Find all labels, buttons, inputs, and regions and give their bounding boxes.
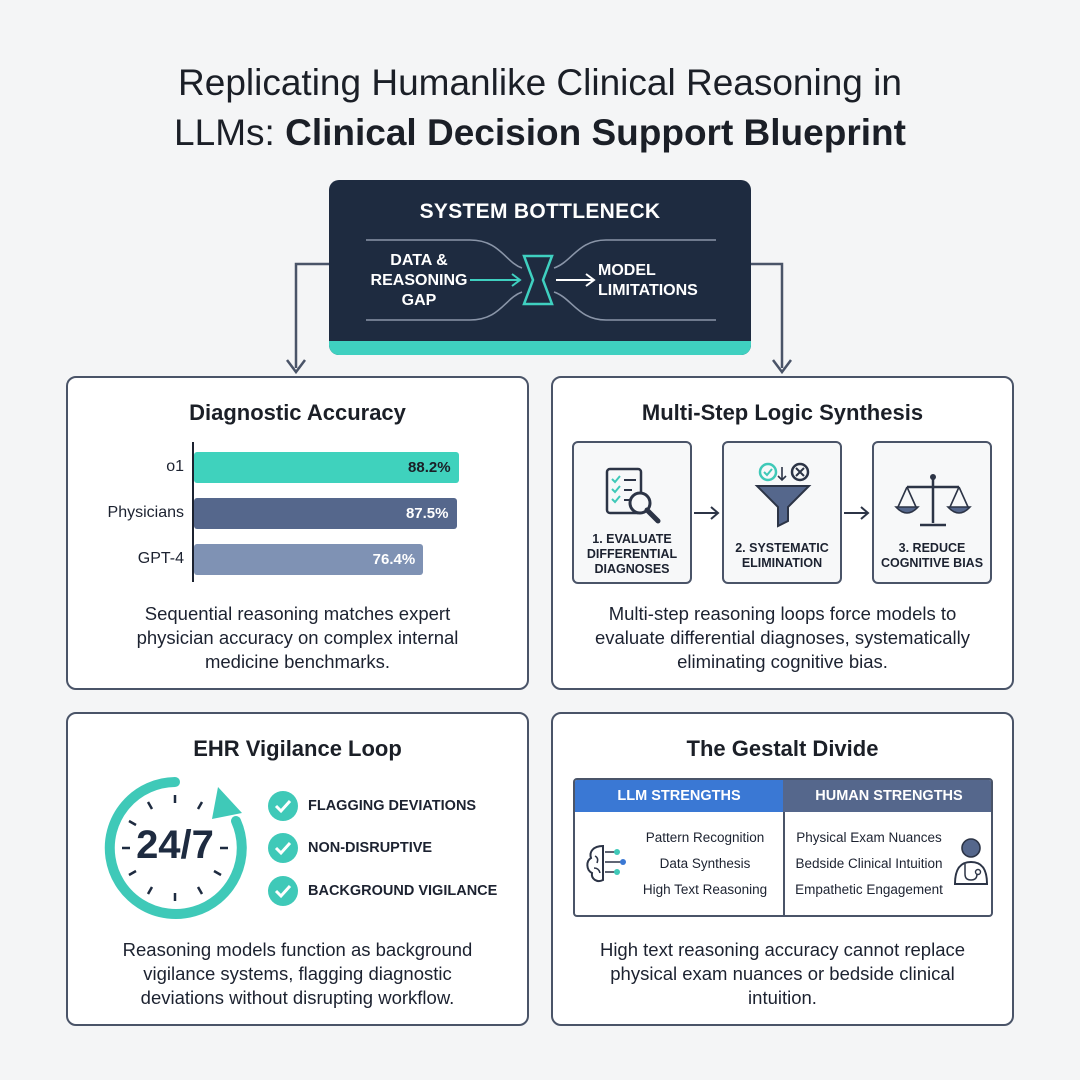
human-strength-item: Bedside Clinical Intuition [795,856,943,871]
bottleneck-left-label [368,251,470,311]
title-line-2 [0,108,1080,158]
llm-strength-item: Pattern Recognition [645,830,765,845]
step-arrow-icon [692,503,722,523]
right-arrow-head [773,360,791,372]
description-line: Multi-step reasoning loops force models to [608,603,957,624]
step-label-line: 2. SYSTEMATIC [735,541,829,555]
bar [194,498,457,529]
description-line: medicine benchmarks. [204,651,391,672]
human-strength-item: Physical Exam Nuances [796,830,942,845]
left-label-line: REASONING [370,272,468,289]
bar [194,544,423,575]
bar-value-label: 76.4% [372,551,416,568]
checkmark-icon [268,791,298,821]
card-title: The Gestalt Divide [686,736,879,761]
left-arrow-head [287,360,305,372]
left-connector-arrow [296,264,329,368]
card-description [553,938,1012,1010]
right-label-line: LIMITATIONS [598,282,698,299]
doctor-icon [951,834,991,888]
description-line: intuition. [748,987,817,1008]
step-label-line: 1. EVALUATE [592,532,672,546]
step-label [574,532,690,577]
right-connector-arrow [751,264,782,368]
llm-strength-item: High Text Reasoning [642,882,768,897]
step-label-line: 3. REDUCE [898,541,966,555]
description-line: eliminating cognitive bias. [677,651,888,672]
right-label-line: MODEL [598,262,656,279]
bar-chart [68,378,527,618]
bar-value-label: 87.5% [405,505,449,522]
human-strength-item: Empathetic Engagement [795,882,943,897]
card-title: EHR Vigilance Loop [193,736,402,761]
step-label-line: DIAGNOSES [594,562,670,576]
step-eliminate [722,441,842,584]
step-label [724,541,840,571]
card-title: Multi-Step Logic Synthesis [641,400,924,425]
bottleneck-title: SYSTEM BOTTLENECK [419,200,661,223]
title-prefix: LLMs: [174,112,286,153]
check-label: BACKGROUND VIGILANCE [308,883,498,899]
scales-icon [874,453,992,533]
title-bold: Clinical Decision Support Blueprint [285,112,906,153]
diagnostic-accuracy-card [66,376,529,690]
step-label-line: COGNITIVE BIAS [880,556,984,570]
description-line: vigilance systems, flagging diagnostic [143,963,452,984]
brain-circuit-icon [583,838,631,886]
card-title: Diagnostic Accuracy [189,400,406,425]
step-arrow-icon [842,503,872,523]
strengths-comparison-table [573,778,993,917]
checkmark-icon [268,833,298,863]
bar [194,452,459,483]
card-description [68,938,527,1010]
bar-value-label: 88.2% [408,459,451,476]
card-description [553,602,1012,674]
checklist-magnifier-icon [574,453,692,533]
description-line: evaluate differential diagnoses, systematically [594,627,970,648]
llm-strength-item: Data Synthesis [659,856,751,871]
left-label-line: DATA & [390,252,448,269]
llm-strengths-header: LLM STRENGTHS [575,780,783,812]
bottleneck-accent-strip [329,341,751,355]
bar-category-label: GPT-4 [137,550,184,567]
title-line-1: Replicating Humanlike Clinical Reasoning in [178,62,902,103]
step-label-line: DIFFERENTIAL [586,547,678,561]
bar-category-label: Physicians [107,504,184,521]
description-line: physical exam nuances or bedside clinical [610,963,955,984]
description-line: Reasoning models function as background [122,939,473,960]
description-line: Sequential reasoning matches expert [144,603,451,624]
description-line: High text reasoning accuracy cannot replace [599,939,966,960]
step-label-line: ELIMINATION [741,556,823,570]
step-evaluate [572,441,692,584]
check-label: FLAGGING DEVIATIONS [308,798,477,814]
human-strengths-header: HUMAN STRENGTHS [783,780,993,812]
step-label [874,541,990,571]
card-description [68,602,527,674]
clock-text: 24/7 [136,823,214,867]
funnel-icon [724,453,842,533]
description-line: deviations without disrupting workflow. [140,987,455,1008]
bar-category-label: o1 [166,458,184,475]
bottleneck-right-label [598,261,728,301]
checkmark-icon [268,876,298,906]
step-reduce-bias [872,441,992,584]
left-label-line: GAP [401,292,437,309]
check-label: NON-DISRUPTIVE [308,840,433,856]
page-title [0,58,1080,158]
description-line: physician accuracy on complex internal [136,627,459,648]
